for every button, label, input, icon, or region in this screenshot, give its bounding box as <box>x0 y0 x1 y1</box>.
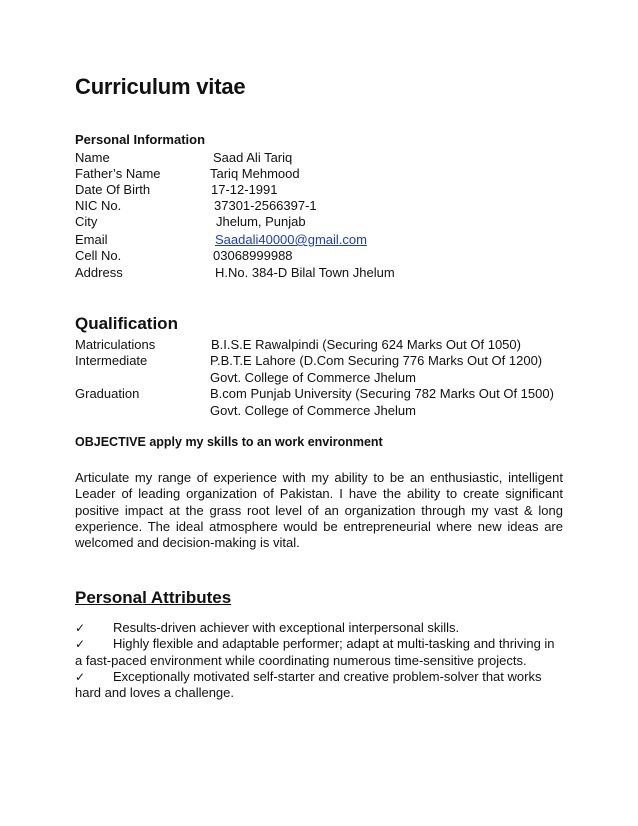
fathers-name-value: Tariq Mehmood <box>210 166 300 181</box>
city-label: City <box>75 214 98 229</box>
objective-paragraph: Articulate my range of experience with my ability to be an enthusiastic, intelligent Leader of leading organization of Pakistan. I have the ability to create significant positive impact at the grass root level of an organization through my vast & long experience. The ideal atmosphere would be entrepreneurial where new ideas are welcomed and decision-making is vital. <box>75 470 563 551</box>
intermediate-label: Intermediate <box>75 353 148 368</box>
objective-heading: OBJECTIVE apply my skills to an work environment <box>75 435 383 449</box>
personal-information-heading: Personal Information <box>75 132 206 147</box>
list-item <box>75 636 563 669</box>
dob-value: 17-12-1991 <box>211 182 278 197</box>
attribute-text: Exceptionally motivated self-starter and creative problem-solver that works hard and loves a challenge. <box>75 668 542 701</box>
personal-attributes-heading: Personal Attributes <box>75 588 232 607</box>
list-item <box>75 669 563 702</box>
address-label: Address <box>75 265 123 280</box>
checkmark-icon: ✓ <box>75 637 86 652</box>
list-item <box>75 620 563 636</box>
matriculation-value: B.I.S.E Rawalpindi (Securing 624 Marks Out Of 1050) <box>211 337 521 352</box>
checkmark-icon: ✓ <box>75 621 86 635</box>
name-label: Name <box>75 150 110 165</box>
dob-label: Date Of Birth <box>75 182 151 197</box>
nic-label: NIC No. <box>75 198 122 213</box>
name-value: Saad Ali Tariq <box>213 150 293 165</box>
cell-value: 03068999988 <box>213 248 293 263</box>
email-label: Email <box>75 232 108 247</box>
attribute-text: Highly flexible and adaptable performer; adapt at multi-tasking and thriving in a fast-paced environment while coordinating numerous time-sensitive projects. <box>75 636 555 668</box>
graduation-institution: Govt. College of Commerce Jhelum <box>210 403 416 418</box>
fathers-name-label: Father’s Name <box>75 166 161 181</box>
attributes-list <box>75 620 563 701</box>
cell-label: Cell No. <box>75 248 122 263</box>
matriculation-label: Matriculations <box>75 337 156 352</box>
intermediate-value: P.B.T.E Lahore (D.Com Securing 776 Marks Out Of 1200) <box>210 353 543 368</box>
checkmark-icon: ✓ <box>75 669 86 684</box>
graduation-value: B.com Punjab University (Securing 782 Marks Out Of 1500) <box>210 386 554 401</box>
graduation-label: Graduation <box>75 386 140 401</box>
qualification-heading: Qualification <box>75 314 178 333</box>
email-link[interactable]: Saadali40000@gmail.com <box>215 232 367 247</box>
nic-value: 37301-2566397-1 <box>214 198 317 213</box>
address-value: H.No. 384-D Bilal Town Jhelum <box>215 265 395 280</box>
intermediate-institution: Govt. College of Commerce Jhelum <box>210 370 416 385</box>
city-value: Jhelum, Punjab <box>216 214 306 229</box>
document-title: Curriculum vitae <box>75 74 246 99</box>
attribute-text: Results-driven achiever with exceptional interpersonal skills. <box>113 620 460 635</box>
